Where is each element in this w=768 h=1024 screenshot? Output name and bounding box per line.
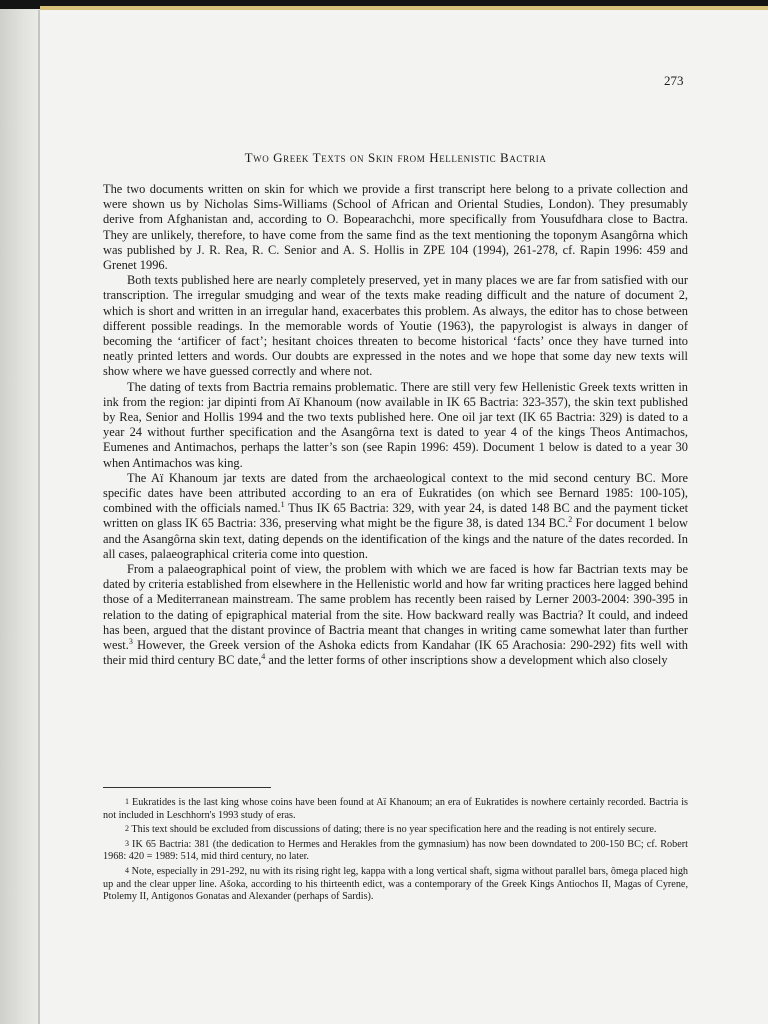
footnote-number: 1 — [125, 797, 129, 806]
footnote-text: This text should be excluded from discussions of dating; there is no year specification here and the reading is not entirely secure. — [131, 824, 657, 836]
footnote-ref[interactable]: 1 — [280, 500, 285, 510]
footnote-number: 4 — [125, 865, 129, 875]
footnote — [103, 797, 688, 822]
footnote — [103, 866, 688, 904]
book-gutter — [0, 0, 40, 1024]
paragraph-text: For document 1 below and the Asangôrna skin text, dating depends on the identification of the kings and the nature of the dates recorded. In all cases, palaeographical criteria come into question. — [103, 516, 688, 561]
article-body — [103, 182, 688, 669]
paragraph: The dating of texts from Bactria remains problematic. There are still very few Hellenistic Greek texts written in ink from the region: jar dipinti from Aï Khanoum (now available in IK 65 Bactria: 323-357), the skin text published by Rea, Senior and Hollis 1994 and the two texts published here. One oil jar text (IK 65 Bactria: 329) is dated to a year 24 without further specification and the Asangôrna text is dated to year 4 of the kings Theos Antimachos, Eumenes and Antimachos, perhaps the latter’s son (see Rapin 1996: 459). Document 1 below is dated to a year 30 when Antimachos was king. — [103, 379, 688, 470]
paragraph-text: and the letter forms of other inscriptions show a development which also closely — [265, 653, 668, 668]
page-number: 273 — [664, 73, 684, 88]
paragraph-text: Thus IK 65 Bactria: 329, with year 24, is dated 148 BC and the payment ticket written on glass IK 65 Bactria: 336, preserving what might be the figure 38, is dated 134 BC. — [103, 501, 689, 531]
footnote — [103, 839, 688, 864]
paragraph — [103, 562, 688, 668]
paragraph: Both texts published here are nearly completely preserved, yet in many places we are far from satisfied with our transcription. The irregular smudging and wear of the texts make reading difficult and the nature of document 2, which is short and written in an irregular hand, exacerbates this problem. As always, the editor has to chose between different possible readings. In the memorable words of Youtie (1963), the papyrologist is always in danger of becoming the ‘artificer of fact’; hesitant choices threaten to become historical ‘facts’ once they have turned into neatly printed letters and words. Our doubts are expressed in the notes and we hope that some day new texts will show where we have guessed correctly and where not. — [103, 273, 688, 379]
footnote — [103, 824, 688, 837]
footnote-ref[interactable]: 2 — [568, 515, 573, 525]
paragraph-text: The Aï Khanoum jar texts are dated from the archaeological context to the mid second century BC. More specific dates have been attributed according to an era of Eukratides (on which see Bernard 1985: 100-105), combined with the officials named. — [103, 470, 688, 516]
footnote-text: IK 65 Bactria: 381 (the dedication to Hermes and Herakles from the gymnasium) has now been downdated to 200-150 BC; cf. Robert 1968: 420 = 1989: 514, mid third century, no later. — [103, 838, 688, 863]
paragraph — [103, 471, 688, 562]
paragraph-text: However, the Greek version of the Ashoka edicts from Kandahar (IK 65 Arachosia: 290-292) fits well with their mid third century BC date, — [103, 638, 688, 668]
footnotes — [103, 797, 688, 906]
paragraph-text: From a palaeographical point of view, the problem with which we are faced is how far Bactrian texts may be dated by criteria established from elsewhere in the Hellenistic world and how far writing practices here lagged behind those of a Mediterranean mainstream. The same problem has recently been raised by Lerner 2003-2004: 390-395 in relation to the dating of epigraphical material from the site. How backward really was Bactria? It could, and indeed has been, argued that the distant province of Bactria meant that changes in writing came somewhat later than further west. — [103, 562, 688, 653]
article-title: Two Greek Texts on Skin from Hellenistic Bactria — [244, 150, 547, 165]
footnote-number: 3 — [125, 838, 129, 848]
paragraph: The two documents written on skin for which we provide a first transcript here belong to a private collection and were shown us by Nicholas Sims-Williams (School of African and Oriental Studies, London). They presumably derive from Afghanistan and, according to O. Bopearachchi, more specifically from Yousufdhara close to Bactra. They are unlikely, therefore, to have come from the same find as the text mentioning the toponym Asangôrna which was published by J. R. Rea, R. C. Senior and A. S. Hollis in ZPE 104 (1994), 261-278, cf. Rapin 1996: 459 and Grenet 1996. — [103, 182, 688, 273]
footnote-ref[interactable]: 3 — [128, 636, 133, 646]
footnote-text: Eukratides is the last king whose coins have been found at Aï Khanoum; an era of Eukratides is nowhere certainly recorded. Bactria is not included in Leschhorn's 1993 study of eras. — [103, 797, 689, 821]
footnote-separator — [103, 787, 271, 788]
footnote-text: Note, especially in 291-292, nu with its rising right leg, kappa with a long vertical shaft, sigma without parallel bars, ômega placed high up and the clear upper line. Ašoka, according to his thirteenth edict, was a contemporary of the Greek Kings Antiochos II, Magas of Cyrene, Ptolemy II, Antigonos Gonatas and Alexander (perhaps of Sardis). — [103, 865, 689, 903]
footnote-ref[interactable]: 4 — [261, 652, 266, 662]
footnote-number: 2 — [125, 824, 129, 834]
